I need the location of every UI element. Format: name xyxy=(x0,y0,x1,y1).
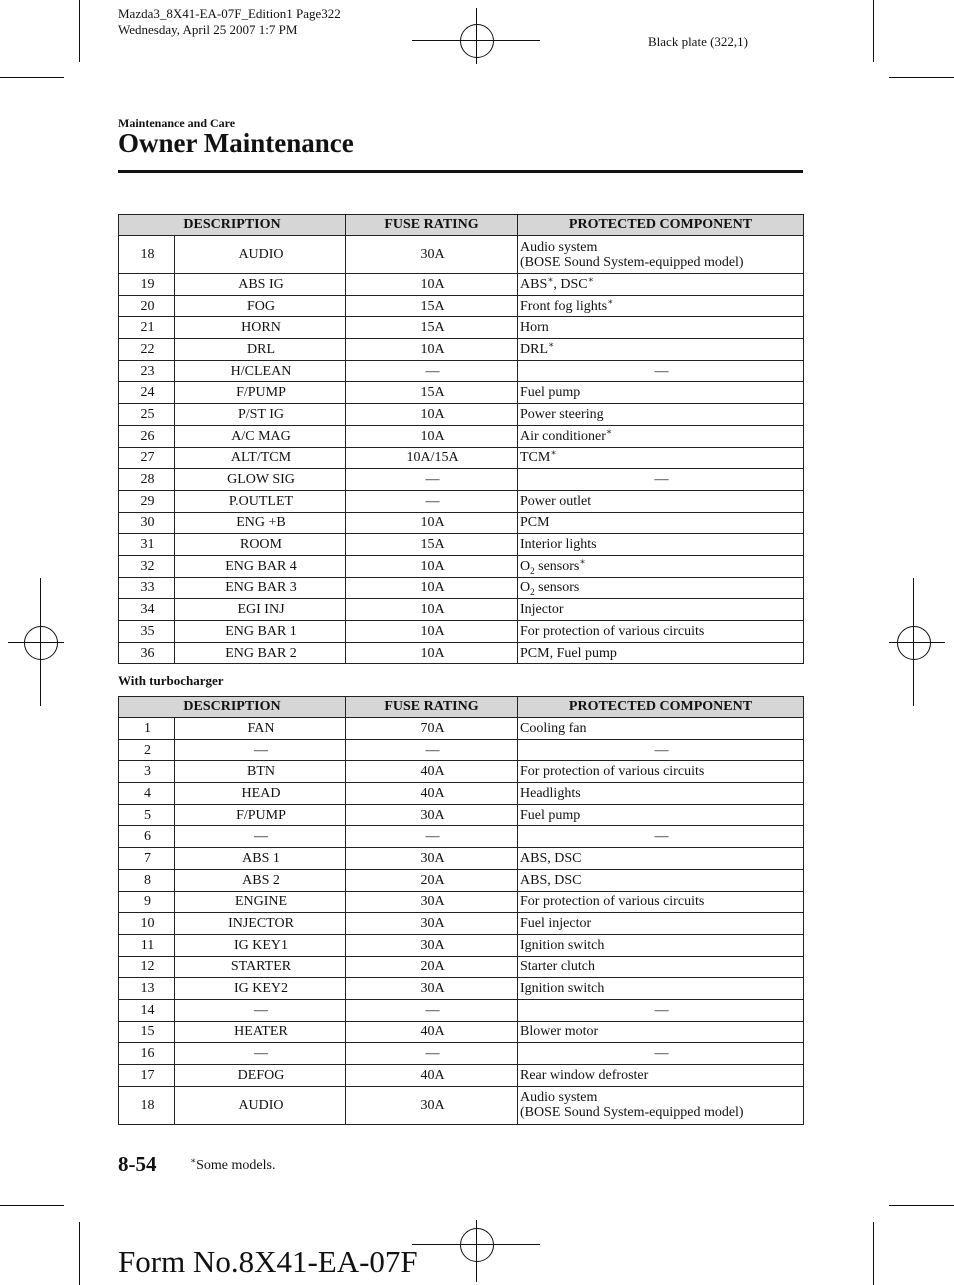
fuse-description: ENGINE xyxy=(175,891,346,913)
fuse-rating: 30A xyxy=(346,804,518,826)
table-row xyxy=(119,447,804,469)
table-row xyxy=(119,642,804,664)
fuse-rating: 10A xyxy=(346,599,518,621)
protected-component xyxy=(518,317,804,339)
component-text: O xyxy=(520,580,531,596)
table-row xyxy=(119,621,804,643)
fuse-description: — xyxy=(175,999,346,1021)
protected-component xyxy=(518,236,804,274)
fuse-description: ROOM xyxy=(175,534,346,556)
fuse-number: 33 xyxy=(119,577,175,599)
component-text: ABS xyxy=(520,276,548,292)
protected-component xyxy=(518,739,804,761)
fuse-description: ENG BAR 3 xyxy=(175,577,346,599)
fuse-description: HORN xyxy=(175,317,346,339)
component-text: For protection of various circuits xyxy=(520,894,705,910)
protected-component xyxy=(518,826,804,848)
fuse-rating: 20A xyxy=(346,956,518,978)
fuse-rating: 10A xyxy=(346,512,518,534)
component-text: For protection of various circuits xyxy=(520,764,705,780)
fuse-description: IG KEY2 xyxy=(175,978,346,1000)
fuse-rating: 40A xyxy=(346,1021,518,1043)
fuse-description: P/ST IG xyxy=(175,404,346,426)
fuse-number: 11 xyxy=(119,934,175,956)
protected-component xyxy=(518,425,804,447)
fuse-description: ENG BAR 4 xyxy=(175,555,346,577)
table-row xyxy=(119,555,804,577)
subscript: 2 xyxy=(530,587,535,598)
fuse-number: 16 xyxy=(119,1043,175,1065)
fuse-description: F/PUMP xyxy=(175,804,346,826)
header-description: DESCRIPTION xyxy=(119,697,346,718)
component-text-line2: (BOSE Sound System-equipped model) xyxy=(520,1105,744,1121)
fuse-number: 35 xyxy=(119,621,175,643)
fuse-number: 32 xyxy=(119,555,175,577)
print-header-file: Mazda3_8X41-EA-07F_Edition1 Page322 xyxy=(118,6,341,21)
protected-component xyxy=(518,956,804,978)
fuse-description: EGI INJ xyxy=(175,599,346,621)
fuse-number: 13 xyxy=(119,978,175,1000)
fuse-number: 24 xyxy=(119,382,175,404)
protected-component xyxy=(518,642,804,664)
fuse-rating: 10A xyxy=(346,339,518,361)
protected-component xyxy=(518,360,804,382)
crop-mark xyxy=(79,1222,80,1285)
fuse-number: 5 xyxy=(119,804,175,826)
fuse-number: 23 xyxy=(119,360,175,382)
fuse-rating: 10A xyxy=(346,642,518,664)
fuse-description: FOG xyxy=(175,295,346,317)
protected-component xyxy=(518,913,804,935)
component-text: Rear window defroster xyxy=(520,1067,649,1083)
component-text: — xyxy=(654,1046,669,1062)
component-text: Starter clutch xyxy=(520,959,596,975)
fuse-number: 21 xyxy=(119,317,175,339)
crop-mark xyxy=(889,1205,954,1206)
fuse-description: DRL xyxy=(175,339,346,361)
fuse-description: ALT/TCM xyxy=(175,447,346,469)
component-text: — xyxy=(654,829,669,845)
component-text: Fuel pump xyxy=(520,385,581,401)
table-row xyxy=(119,1043,804,1065)
fuse-rating: 10A xyxy=(346,555,518,577)
table-row xyxy=(119,848,804,870)
component-text: — xyxy=(654,363,669,379)
fuse-description: HEAD xyxy=(175,783,346,805)
fuse-number: 36 xyxy=(119,642,175,664)
fuse-description: AUDIO xyxy=(175,236,346,274)
fuse-rating: — xyxy=(346,1043,518,1065)
protected-component xyxy=(518,1065,804,1087)
table-row xyxy=(119,1021,804,1043)
component-text: PCM, Fuel pump xyxy=(520,645,617,661)
protected-component xyxy=(518,339,804,361)
fuse-rating: 10A xyxy=(346,274,518,296)
fuse-description: ENG +B xyxy=(175,512,346,534)
protected-component xyxy=(518,869,804,891)
component-text: Air conditioner xyxy=(520,428,606,444)
protected-component xyxy=(518,534,804,556)
footnote-star: ∗ xyxy=(190,1155,197,1166)
footnote xyxy=(190,1155,276,1174)
protected-component xyxy=(518,555,804,577)
component-text: Audio system xyxy=(520,1090,598,1106)
fuse-table-turbocharger xyxy=(118,696,804,1125)
table-row xyxy=(119,761,804,783)
protected-component xyxy=(518,274,804,296)
header-protected-component: PROTECTED COMPONENT xyxy=(518,697,804,718)
protected-component xyxy=(518,783,804,805)
fuse-description: DEFOG xyxy=(175,1065,346,1087)
fuse-description: F/PUMP xyxy=(175,382,346,404)
table-row xyxy=(119,1086,804,1124)
protected-component xyxy=(518,999,804,1021)
fuse-number: 25 xyxy=(119,404,175,426)
fuse-rating: 30A xyxy=(346,848,518,870)
fuse-rating: — xyxy=(346,469,518,491)
fuse-number: 18 xyxy=(119,1086,175,1124)
protected-component xyxy=(518,1043,804,1065)
fuse-description: — xyxy=(175,739,346,761)
fuse-number: 2 xyxy=(119,739,175,761)
table-row xyxy=(119,891,804,913)
header-fuse-rating: FUSE RATING xyxy=(346,215,518,236)
table-row xyxy=(119,869,804,891)
fuse-rating: 10A/15A xyxy=(346,447,518,469)
print-header xyxy=(118,6,341,38)
fuse-number: 34 xyxy=(119,599,175,621)
fuse-rating: 15A xyxy=(346,534,518,556)
protected-component xyxy=(518,934,804,956)
table-row xyxy=(119,913,804,935)
table-row xyxy=(119,599,804,621)
fuse-rating: 40A xyxy=(346,783,518,805)
crop-mark xyxy=(873,0,874,62)
component-text: Ignition switch xyxy=(520,937,605,953)
table-row xyxy=(119,512,804,534)
fuse-number: 30 xyxy=(119,512,175,534)
fuse-number: 27 xyxy=(119,447,175,469)
protected-component xyxy=(518,621,804,643)
header-fuse-rating: FUSE RATING xyxy=(346,697,518,718)
fuse-rating: 30A xyxy=(346,978,518,1000)
component-text: Fuel pump xyxy=(520,807,581,823)
fuse-description: — xyxy=(175,1043,346,1065)
fuse-rating: 15A xyxy=(346,317,518,339)
fuse-rating: 15A xyxy=(346,295,518,317)
fuse-description: — xyxy=(175,826,346,848)
table-row xyxy=(119,956,804,978)
component-text: , DSC xyxy=(553,276,588,292)
component-text: — xyxy=(654,472,669,488)
fuse-description: H/CLEAN xyxy=(175,360,346,382)
component-text: Fuel injector xyxy=(520,916,592,932)
fuse-number: 26 xyxy=(119,425,175,447)
fuse-number: 4 xyxy=(119,783,175,805)
table-row xyxy=(119,783,804,805)
fuse-number: 1 xyxy=(119,718,175,740)
crop-mark xyxy=(0,77,64,78)
fuse-rating: 10A xyxy=(346,577,518,599)
table-row xyxy=(119,534,804,556)
component-text: Power outlet xyxy=(520,493,592,509)
footnote-star: ∗ xyxy=(605,426,613,436)
form-number: Form No.8X41-EA-07F xyxy=(118,1244,418,1279)
fuse-number: 19 xyxy=(119,274,175,296)
component-text: Horn xyxy=(520,320,549,336)
table-row xyxy=(119,295,804,317)
table-row xyxy=(119,1065,804,1087)
table-header-row xyxy=(119,697,804,718)
fuse-number: 8 xyxy=(119,869,175,891)
fuse-rating: 40A xyxy=(346,761,518,783)
component-text: — xyxy=(654,742,669,758)
fuse-description: ENG BAR 2 xyxy=(175,642,346,664)
fuse-rating: 30A xyxy=(346,1086,518,1124)
fuse-rating: 70A xyxy=(346,718,518,740)
footnote-star: ∗ xyxy=(550,447,557,458)
fuse-description: FAN xyxy=(175,718,346,740)
fuse-rating: — xyxy=(346,490,518,512)
fuse-rating: 30A xyxy=(346,934,518,956)
fuse-description: ABS IG xyxy=(175,274,346,296)
protected-component xyxy=(518,718,804,740)
fuse-rating: — xyxy=(346,739,518,761)
table-row xyxy=(119,274,804,296)
fuse-rating: 10A xyxy=(346,404,518,426)
print-header-date: Wednesday, April 25 2007 1:7 PM xyxy=(118,22,298,37)
fuse-rating: 40A xyxy=(346,1065,518,1087)
protected-component xyxy=(518,577,804,599)
fuse-description: P.OUTLET xyxy=(175,490,346,512)
fuse-rating: 15A xyxy=(346,382,518,404)
section-label: Maintenance and Care xyxy=(118,116,236,130)
table-row xyxy=(119,739,804,761)
component-text: Front fog lights xyxy=(520,298,608,314)
component-text: O xyxy=(520,558,531,574)
protected-component xyxy=(518,382,804,404)
fuse-number: 10 xyxy=(119,913,175,935)
fuse-description: AUDIO xyxy=(175,1086,346,1124)
fuse-number: 22 xyxy=(119,339,175,361)
table-row xyxy=(119,404,804,426)
footnote-star: ∗ xyxy=(607,295,614,306)
table-header-row xyxy=(119,215,804,236)
table-row xyxy=(119,382,804,404)
fuse-rating: — xyxy=(346,826,518,848)
fuse-description: ABS 2 xyxy=(175,869,346,891)
title-rule xyxy=(118,170,803,173)
crop-mark xyxy=(889,77,954,78)
fuse-rating: — xyxy=(346,999,518,1021)
table-row xyxy=(119,978,804,1000)
protected-component xyxy=(518,804,804,826)
table-row xyxy=(119,577,804,599)
component-text: Interior lights xyxy=(520,537,597,553)
fuse-description: STARTER xyxy=(175,956,346,978)
fuse-rating: 10A xyxy=(346,621,518,643)
protected-component xyxy=(518,891,804,913)
fuse-description: ABS 1 xyxy=(175,848,346,870)
footnote-text: Some models. xyxy=(196,1158,276,1173)
fuse-description: A/C MAG xyxy=(175,425,346,447)
crop-mark xyxy=(873,1222,874,1285)
component-text: Ignition switch xyxy=(520,981,605,997)
protected-component xyxy=(518,1086,804,1124)
crop-mark xyxy=(0,1205,64,1206)
table-row xyxy=(119,490,804,512)
footnote-star: ∗ xyxy=(547,274,554,285)
component-text-line2: (BOSE Sound System-equipped model) xyxy=(520,254,744,270)
fuse-description: HEATER xyxy=(175,1021,346,1043)
protected-component xyxy=(518,1021,804,1043)
protected-component xyxy=(518,599,804,621)
header-description: DESCRIPTION xyxy=(119,215,346,236)
fuse-number: 17 xyxy=(119,1065,175,1087)
component-text: sensors xyxy=(534,558,580,574)
fuse-number: 29 xyxy=(119,490,175,512)
fuse-number: 28 xyxy=(119,469,175,491)
table-row xyxy=(119,236,804,274)
table-row xyxy=(119,425,804,447)
table-row xyxy=(119,826,804,848)
fuse-number: 15 xyxy=(119,1021,175,1043)
fuse-rating: 20A xyxy=(346,869,518,891)
table-row xyxy=(119,469,804,491)
component-text: Injector xyxy=(520,602,564,618)
fuse-number: 7 xyxy=(119,848,175,870)
fuse-rating: 30A xyxy=(346,891,518,913)
footnote-star: ∗ xyxy=(587,274,594,285)
subscript: 2 xyxy=(530,565,535,576)
page-title: Owner Maintenance xyxy=(118,128,354,158)
protected-component xyxy=(518,512,804,534)
component-text: TCM xyxy=(520,450,551,466)
component-text: sensors xyxy=(534,580,580,596)
component-text: Power steering xyxy=(520,406,604,422)
table-row xyxy=(119,934,804,956)
header-protected-component: PROTECTED COMPONENT xyxy=(518,215,804,236)
component-text: — xyxy=(654,1002,669,1018)
component-text: DRL xyxy=(520,341,548,357)
fuse-number: 6 xyxy=(119,826,175,848)
fuse-number: 20 xyxy=(119,295,175,317)
protected-component xyxy=(518,761,804,783)
fuse-description: INJECTOR xyxy=(175,913,346,935)
table-row xyxy=(119,317,804,339)
component-text: Audio system xyxy=(520,239,598,255)
fuse-number: 9 xyxy=(119,891,175,913)
fuse-description: BTN xyxy=(175,761,346,783)
fuse-description: GLOW SIG xyxy=(175,469,346,491)
protected-component xyxy=(518,490,804,512)
protected-component xyxy=(518,469,804,491)
crop-mark xyxy=(79,0,80,62)
component-text: Headlights xyxy=(520,785,581,801)
table-row xyxy=(119,804,804,826)
fuse-number: 14 xyxy=(119,999,175,1021)
fuse-rating: 10A xyxy=(346,425,518,447)
fuse-number: 18 xyxy=(119,236,175,274)
component-text: Blower motor xyxy=(520,1024,599,1040)
footnote-star: ∗ xyxy=(579,556,586,567)
table-row xyxy=(119,718,804,740)
fuse-table-main xyxy=(118,214,804,664)
fuse-number: 31 xyxy=(119,534,175,556)
fuse-description: IG KEY1 xyxy=(175,934,346,956)
table-row xyxy=(119,360,804,382)
fuse-description: ENG BAR 1 xyxy=(175,621,346,643)
component-text: Cooling fan xyxy=(520,720,587,736)
table-row xyxy=(119,339,804,361)
footnote-star: ∗ xyxy=(548,339,555,350)
fuse-rating: 30A xyxy=(346,236,518,274)
protected-component xyxy=(518,848,804,870)
protected-component xyxy=(518,978,804,1000)
component-text: ABS, DSC xyxy=(520,872,582,888)
protected-component xyxy=(518,404,804,426)
fuse-number: 3 xyxy=(119,761,175,783)
page-number: 8-54 xyxy=(118,1152,157,1176)
component-text: ABS, DSC xyxy=(520,850,582,866)
plate-label: Black plate (322,1) xyxy=(648,34,748,49)
subheading-turbocharger: With turbocharger xyxy=(118,673,224,688)
fuse-number: 12 xyxy=(119,956,175,978)
component-text: PCM xyxy=(520,515,550,531)
table-row xyxy=(119,999,804,1021)
protected-component xyxy=(518,447,804,469)
component-text: For protection of various circuits xyxy=(520,623,705,639)
fuse-rating: — xyxy=(346,360,518,382)
fuse-rating: 30A xyxy=(346,913,518,935)
protected-component xyxy=(518,295,804,317)
